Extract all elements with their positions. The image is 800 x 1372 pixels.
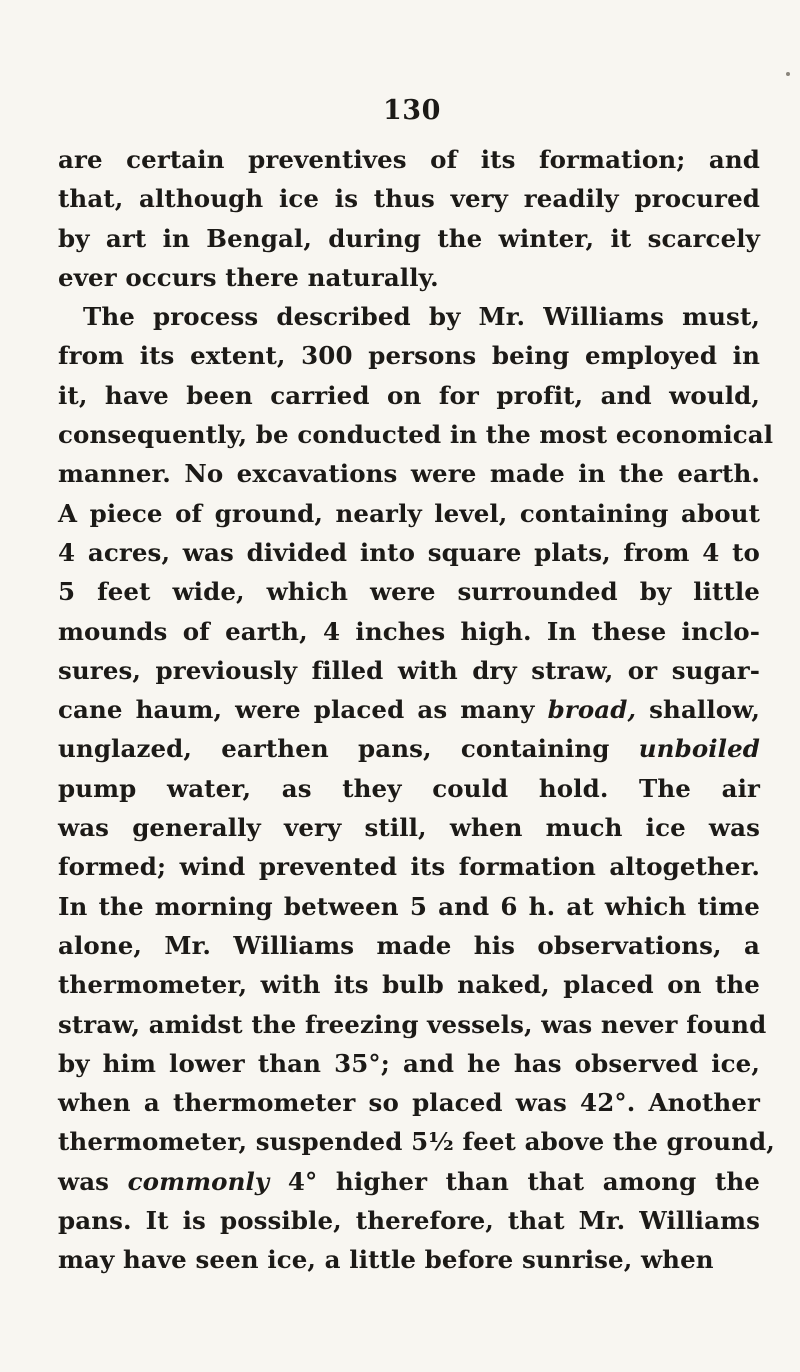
text-line: when a thermometer so placed was 42°. Another: [58, 1088, 760, 1118]
text-line: mounds of earth, 4 inches high. In these inclo-: [58, 616, 760, 646]
text-line: are certain preventives of its formation; and: [58, 145, 760, 174]
text-line: it, have been carried on for profit, and would,: [58, 380, 760, 410]
text-line: cane haum, were placed as many broad, shallow,: [58, 695, 760, 725]
text-line: straw, amidst the freezing vessels, was never found: [58, 1009, 767, 1039]
text-line: A piece of ground, nearly level, containing about: [58, 498, 760, 528]
text-line: by art in Bengal, during the winter, it scarcely: [58, 223, 760, 253]
text-line: formed; wind prevented its formation altogether.: [58, 852, 760, 882]
text-line: ever occurs there naturally.: [58, 262, 439, 292]
text-line: consequently, be conducted in the most economical: [58, 420, 774, 450]
text-line: pans. It is possible, therefore, that Mr. Williams: [58, 1206, 760, 1236]
text-line: by him lower than 35°; and he has observed ice,: [58, 1048, 760, 1078]
text-line: pump water, as they could hold. The air: [58, 773, 760, 803]
text-line: from its extent, 300 persons being employed in: [58, 341, 760, 371]
text-line: In the morning between 5 and 6 h. at which time: [58, 891, 760, 921]
text-line: was commonly 4° higher than that among the: [58, 1166, 760, 1196]
page-speck: [786, 72, 790, 76]
text-line: may have seen ice, a little before sunrise, when: [58, 1245, 714, 1275]
text-line: alone, Mr. Williams made his observations, a: [58, 930, 760, 960]
text-line: 5 feet wide, which were surrounded by little: [58, 577, 760, 607]
text-line: unglazed, earthen pans, containing unboiled: [58, 734, 760, 764]
text-line: manner. No excavations were made in the earth.: [58, 459, 760, 489]
text-line: thermometer, suspended 5½ feet above the ground,: [58, 1127, 775, 1157]
page-number: 130: [383, 95, 441, 126]
text-line: 4 acres, was divided into square plats, from 4 to: [58, 537, 760, 567]
text-line: that, although ice is thus very readily procured: [58, 184, 760, 214]
text-line: thermometer, with its bulb naked, placed on the: [58, 970, 760, 1000]
body-text: [58, 140, 775, 1280]
text-line: was generally very still, when much ice was: [58, 813, 760, 843]
text-line: sures, previously filled with dry straw, or sugar-: [58, 655, 760, 685]
text-line: The process described by Mr. Williams must,: [83, 302, 760, 332]
